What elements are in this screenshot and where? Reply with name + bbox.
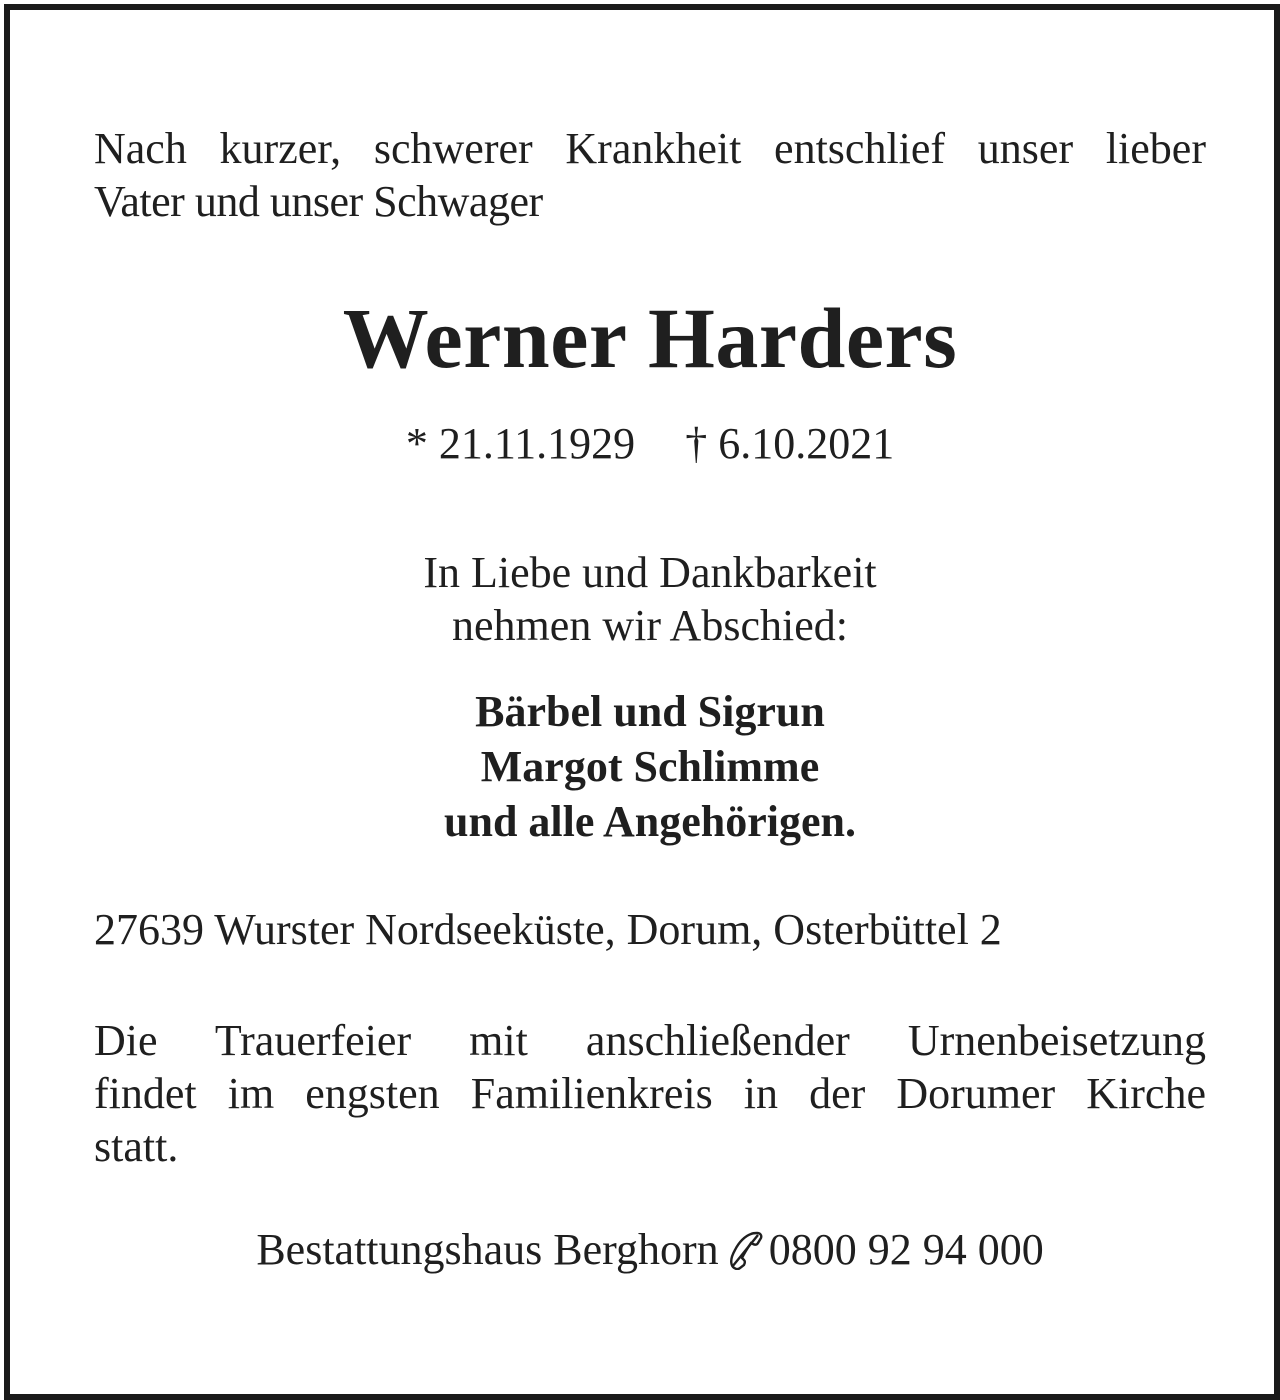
undertaker-name: Bestattungshaus Berghorn (256, 1225, 719, 1274)
phone-icon (727, 1230, 765, 1270)
farewell-line-1: In Liebe und Dankbarkeit (423, 548, 877, 597)
undertaker-phone: 0800 92 94 000 (768, 1225, 1044, 1274)
mourner-line: Bärbel und Sigrun (475, 687, 825, 736)
funeral-notice (94, 1014, 1206, 1173)
birth-date: * 21.11.1929 (405, 419, 636, 468)
farewell-text (94, 546, 1206, 652)
undertaker-line (94, 1224, 1206, 1276)
funeral-line-3: statt. (94, 1122, 179, 1171)
intro-line-2: Vater und unser Schwager (94, 177, 543, 226)
farewell-line-2: nehmen wir Abschied: (452, 601, 848, 650)
death-date: † 6.10.2021 (685, 419, 895, 468)
address: 27639 Wurster Nordseeküste, Dorum, Osterbüttel 2 (94, 905, 1002, 954)
deceased-name: Werner Harders (342, 290, 958, 386)
obituary-frame (4, 4, 1280, 1400)
mourner-line: und alle Angehörigen. (444, 797, 856, 846)
life-dates (94, 418, 1206, 470)
intro-text (94, 122, 1206, 228)
funeral-line-1: Die Trauerfeier mit anschließender Urnenbeisetzung (94, 1016, 1206, 1065)
mourner-line: Margot Schlimme (480, 742, 820, 791)
mourners-list (94, 684, 1206, 849)
funeral-line-2: findet im engsten Familienkreis in der Dorumer Kirche (94, 1069, 1206, 1118)
intro-line-1: Nach kurzer, schwerer Krankheit entschlief unser lieber (94, 124, 1206, 173)
